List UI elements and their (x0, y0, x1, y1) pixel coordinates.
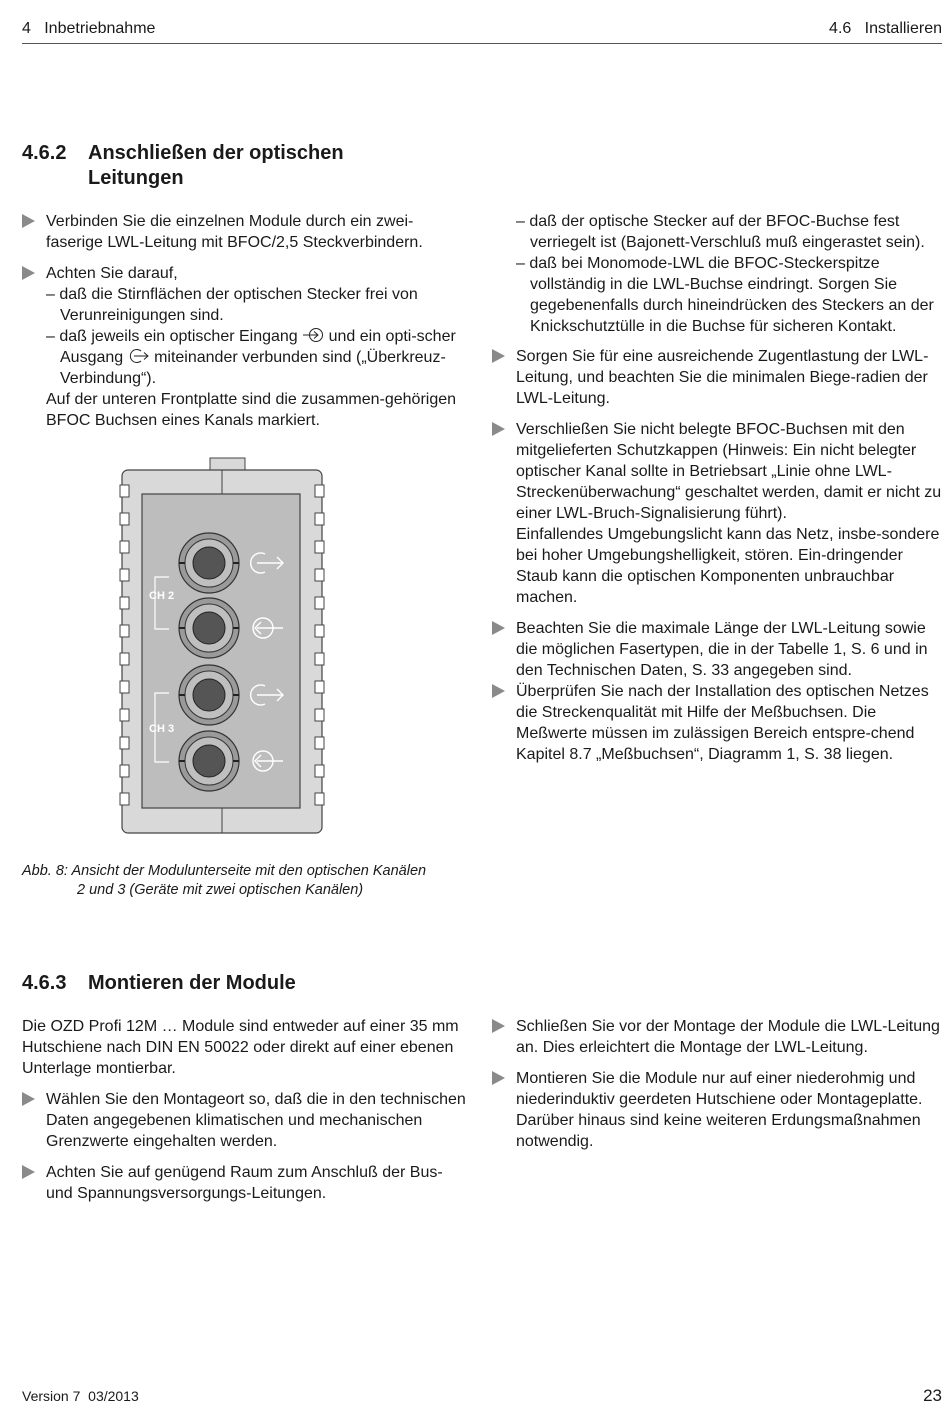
channel-label-ch2: CH 2 (149, 590, 175, 602)
figure-caption: Abb. 8: Ansicht der Modulunterseite mit den optischen Kanälen 2 und 3 (Geräte mit zwei optischen Kanälen) (22, 863, 427, 898)
right-column-1 (492, 211, 944, 765)
bullet-triangle-icon (492, 349, 505, 363)
bullet-triangle-icon (22, 214, 35, 228)
bullet-triangle-icon (22, 266, 35, 280)
intro-paragraph: Die OZD Profi 12M … Module sind entweder auf einer 35 mm Hutschiene nach DIN EN 50022 oder direkt auf einer ebenen Unterlage montierbar. (22, 1018, 459, 1077)
footer-version: Version 7 03/2013 (22, 1388, 139, 1404)
list-item: Sorgen Sie für eine ausreichende Zugentlastung der LWL-Leitung, und beachten Sie die minimalen Biege-radien der LWL-Leitung. (492, 346, 944, 409)
list-item: Achten Sie darauf, (22, 263, 470, 284)
section-title: Montieren der Module (88, 972, 296, 994)
header-rule (22, 43, 942, 44)
bullet-triangle-icon (22, 1092, 35, 1106)
note-text: Einfallendes Umgebungslicht kann das Netz, insbe-sondere bei hoher Umgebungshelligkeit, stören. Ein-dringender Staub kann die optischen Komponenten unbrauchbar machen. (516, 526, 940, 606)
page-number: 23 (923, 1386, 942, 1405)
bullet-triangle-icon (492, 1071, 505, 1085)
list-item: Achten Sie auf genügend Raum zum Anschluß der Bus- und Spannungsversorgungs-Leitungen. (22, 1162, 470, 1204)
left-column-2 (22, 1016, 470, 1204)
bfoc-socket (179, 598, 239, 658)
right-column-2 (492, 1016, 944, 1152)
section-title-line1: Anschließen der optischen (88, 142, 344, 164)
module-bottom-view-figure (115, 455, 330, 840)
bullet-triangle-icon (492, 621, 505, 635)
list-item: Überprüfen Sie nach der Installation des optischen Netzes die Streckenqualität mit Hilfe der Meßbuchsen. Die Meßwerte müssen im zulässigen Bereich entspre-chend Kapitel 8.7 „Meßbuchsen“, Diagramm 1, S. 38 liegen. (492, 681, 944, 765)
optical-input-icon (302, 327, 324, 343)
list-item: Verschließen Sie nicht belegte BFOC-Buchsen mit den mitgelieferten Schutzkappen (Hinweis: Ein nicht belegter optischer Kanal sollte in Betriebsart „Linie ohne LWL-Streckenüberwachung“ geschaltet werden, damit er nicht zu einer LWL-Bruch-Signalisierung führt). (492, 419, 944, 524)
bfoc-socket (179, 731, 239, 791)
section-number: 4.6.2 (22, 142, 67, 164)
dash-item: – daß bei Monomode-LWL die BFOC-Steckerspitze vollständig in die LWL-Buchse eindringt. Sorgen Sie gegebenenfalls durch hineindrücken des Steckers an der Knickschutztülle in die Buchse für sicheren Kontakt. (516, 255, 934, 335)
bullet-triangle-icon (492, 1019, 505, 1033)
bullet-triangle-icon (492, 422, 505, 436)
section-number: 4.6.3 (22, 972, 67, 994)
list-item: Wählen Sie den Montageort so, daß die in den technischen Daten angegebenen klimatischen und mechanischen Grenzwerte eingehalten werden. (22, 1089, 470, 1152)
list-item: Montieren Sie die Module nur auf einer niederohmig und niederinduktiv geerdeten Hutschiene oder Montageplatte. Darüber hinaus sind keine weiteren Erdungsmaßnahmen notwendig. (492, 1068, 944, 1152)
dash-item: – daß der optische Stecker auf der BFOC-Buchse fest verriegelt ist (Bajonett-Verschluß muß eingerastet sein). (516, 213, 925, 251)
left-column-1 (22, 211, 470, 431)
section-heading-4-6-3 (22, 971, 296, 996)
note-text: Auf der unteren Frontplatte sind die zusammen-gehörigen BFOC Buchsen eines Kanals markiert. (46, 391, 457, 429)
bfoc-socket (179, 533, 239, 593)
list-item: Beachten Sie die maximale Länge der LWL-Leitung sowie die möglichen Fasertypen, die in der Tabelle 1, S. 6 und in den Technischen Daten, S. 33 angegeben sind. (492, 618, 944, 681)
header-chapter: 4 Inbetriebnahme (22, 20, 156, 37)
channel-label-ch3: CH 3 (149, 723, 175, 735)
dash-item: – daß jeweils ein optischer Eingang und ein opti-scher Ausgang miteinander verbunden sind („Überkreuz-Verbindung“). (46, 328, 456, 387)
list-item: Verbinden Sie die einzelnen Module durch ein zwei-faserige LWL-Leitung mit BFOC/2,5 Steckverbindern. (22, 211, 470, 253)
dash-item: – daß die Stirnflächen der optischen Stecker frei von Verunreinigungen sind. (46, 286, 418, 324)
bullet-triangle-icon (492, 684, 505, 698)
list-item: Schließen Sie vor der Montage der Module die LWL-Leitung an. Dies erleichtert die Montage der LWL-Leitung. (492, 1016, 944, 1058)
optical-output-icon (128, 348, 150, 364)
section-title-line2: Leitungen (88, 167, 184, 189)
section-heading-4-6-2 (22, 141, 344, 191)
bullet-triangle-icon (22, 1165, 35, 1179)
bfoc-socket (179, 665, 239, 725)
header-section: 4.6 Installieren (829, 20, 942, 37)
